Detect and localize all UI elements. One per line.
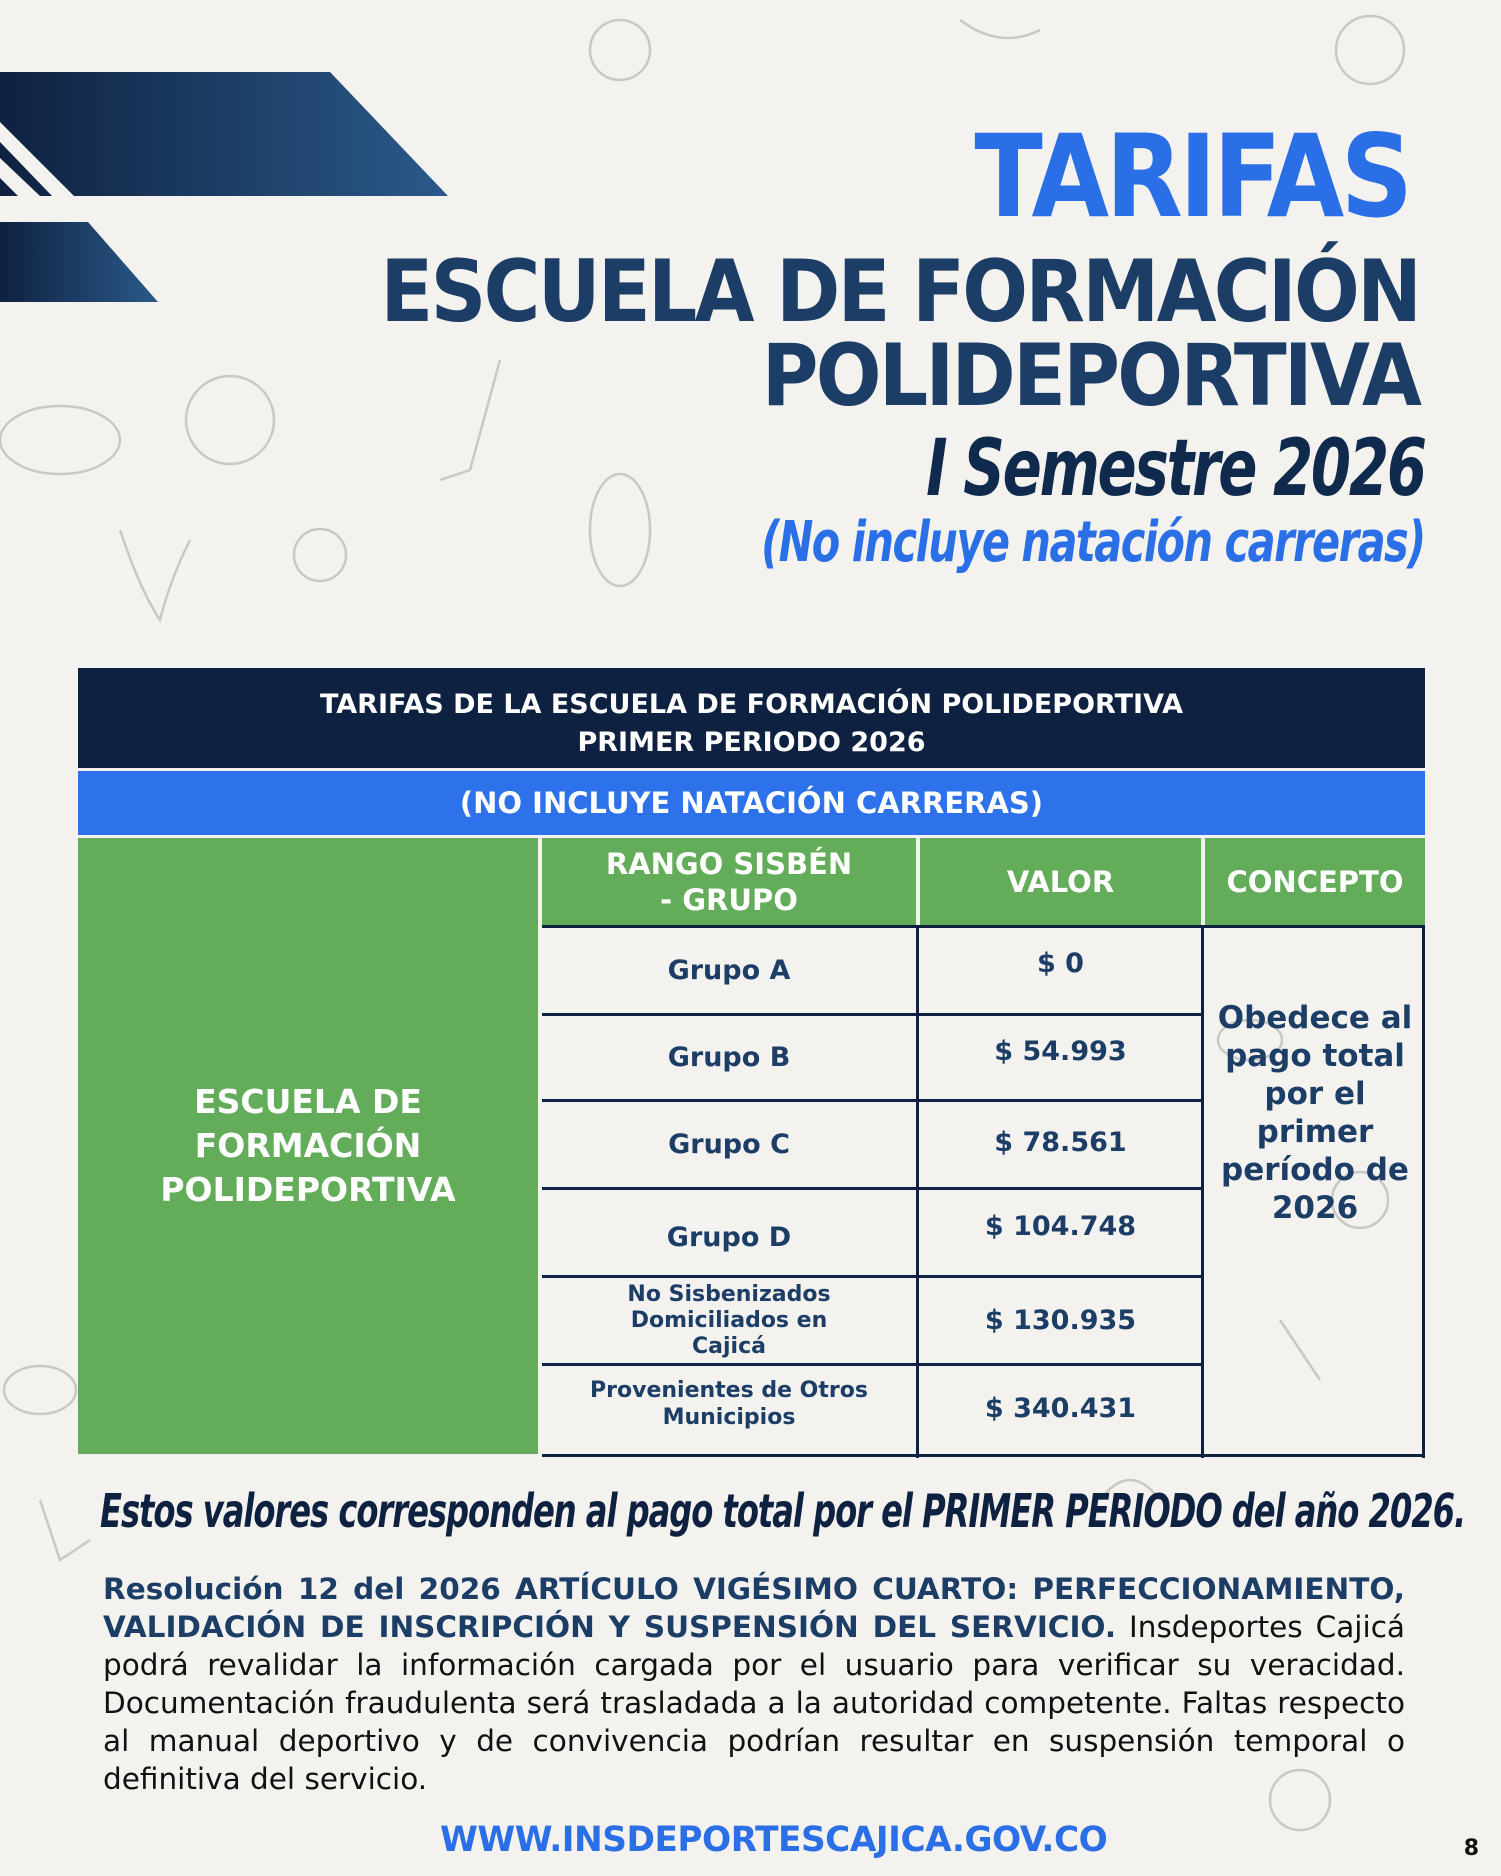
tariff-table bbox=[78, 668, 1425, 1458]
column-divider bbox=[1201, 925, 1204, 1458]
table-row-group-c-value: $ 78.561 bbox=[994, 1126, 1127, 1158]
column-header-concept: CONCEPTO bbox=[1205, 838, 1425, 925]
table-row-non-sisben-value: $ 130.935 bbox=[984, 1305, 1137, 1336]
non-sisben-line3: Cajicá bbox=[692, 1333, 766, 1359]
table-row-group-a-value: $ 0 bbox=[1037, 947, 1084, 979]
concept-line1: Obedece al bbox=[1217, 1000, 1413, 1036]
column-header-range-line2: - GRUPO bbox=[660, 882, 798, 917]
racket-doodle bbox=[590, 474, 650, 586]
column-header-range bbox=[542, 838, 916, 925]
exclusion-note: (No incluye natación carreras) bbox=[761, 510, 1425, 575]
page-title: TARIFAS bbox=[973, 110, 1409, 243]
table-row-group-b-value: $ 54.993 bbox=[994, 1035, 1127, 1067]
non-sisben-line1: No Sisbenizados bbox=[627, 1281, 831, 1307]
table-row-other-municipalities-value: $ 340.431 bbox=[984, 1393, 1137, 1424]
stopwatch-doodle bbox=[590, 20, 650, 80]
program-title-line2: POLIDEPORTIVA bbox=[761, 326, 1419, 426]
kettlebell-doodle bbox=[294, 529, 346, 581]
table-title bbox=[78, 668, 1425, 768]
medal-doodle bbox=[40, 1500, 90, 1560]
concept-line2: pago total bbox=[1225, 1038, 1405, 1074]
table-row-non-sisben-label bbox=[542, 1278, 916, 1363]
program-title-line1: ESCUELA DE FORMACIÓN bbox=[380, 242, 1419, 342]
program-title bbox=[380, 242, 1419, 426]
concept-line5: 2026 bbox=[1271, 1190, 1359, 1226]
concept-line3: por el primer bbox=[1256, 1076, 1374, 1150]
trophy-doodle bbox=[120, 530, 190, 620]
table-row-group-a-label: Grupo A bbox=[667, 955, 791, 986]
concept-line4: período de bbox=[1221, 1152, 1409, 1188]
resolution-heading: Resolución 12 del 2026 ARTÍCULO VIGÉSIMO CUARTO: PERFECCIONAMIENTO, VALIDACIÓN DE INSCRIPCIÓN Y SUSPENSIÓN DEL SERVICIO. bbox=[103, 1572, 1405, 1644]
resolution-paragraph bbox=[103, 1570, 1405, 1798]
table-title-line2: PRIMER PERIODO 2026 bbox=[577, 727, 926, 758]
program-cell-line2: FORMACIÓN bbox=[194, 1126, 422, 1165]
table-row-other-municipalities-label bbox=[542, 1366, 916, 1442]
concept-cell bbox=[1205, 928, 1425, 1458]
table-row-group-d-label: Grupo D bbox=[666, 1222, 792, 1253]
non-sisben-line2: Domiciliados en bbox=[630, 1307, 828, 1333]
soccer-ball-doodle bbox=[186, 376, 274, 464]
net-doodle bbox=[0, 406, 120, 474]
website-link[interactable]: WWW.INSDEPORTESCAJICA.GOV.CO bbox=[440, 1820, 1108, 1860]
period-label: I Semestre 2026 bbox=[926, 424, 1425, 514]
stopwatch-doodle bbox=[1336, 16, 1404, 84]
table-row-group-b-label: Grupo B bbox=[667, 1042, 791, 1073]
helmet-doodle bbox=[4, 1366, 76, 1414]
page-number: 8 bbox=[1463, 1836, 1479, 1861]
program-cell bbox=[78, 838, 538, 1454]
shoe-doodle bbox=[960, 20, 1040, 38]
resolution-body: Insdeportes Cajicá podrá revalidar la información cargada por el usuario para verificar su veracidad. Documentación fraudulenta será trasladada a la autoridad competente. Faltas respecto al manual deportivo y de convivencia podrían resultar en suspensión temporal o definitiva del servicio. bbox=[103, 1610, 1405, 1796]
other-municipalities-line2: Municipios bbox=[662, 1405, 796, 1430]
program-cell-line1: ESCUELA DE bbox=[194, 1082, 422, 1121]
column-header-range-line1: RANGO SISBÉN bbox=[605, 846, 853, 881]
table-row-group-d-value: $ 104.748 bbox=[984, 1210, 1137, 1242]
table-row-group-c-label: Grupo C bbox=[668, 1129, 790, 1160]
column-divider bbox=[916, 925, 919, 1458]
program-cell-line3: POLIDEPORTIVA bbox=[160, 1170, 456, 1209]
table-exclusion-note: (NO INCLUYE NATACIÓN CARRERAS) bbox=[78, 771, 1425, 835]
table-body bbox=[78, 838, 1425, 1458]
table-title-line1: TARIFAS DE LA ESCUELA DE FORMACIÓN POLIDEPORTIVA bbox=[319, 689, 1184, 720]
column-header-value: VALOR bbox=[920, 838, 1201, 925]
other-municipalities-line1: Provenientes de Otros bbox=[590, 1378, 868, 1403]
summary-statement: Estos valores corresponden al pago total por el PRIMER PERIODO del año 2026. bbox=[100, 1484, 1466, 1538]
